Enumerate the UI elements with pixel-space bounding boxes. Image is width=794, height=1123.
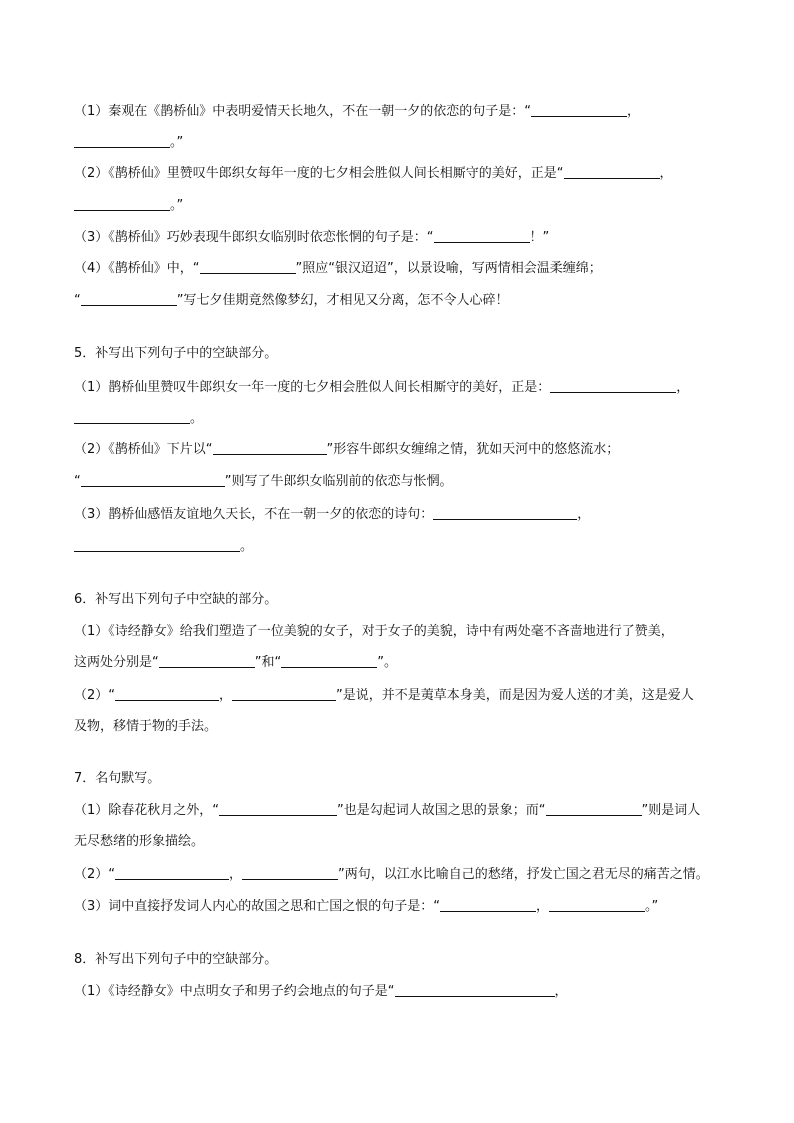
q5-item3-comma: ， <box>577 507 591 522</box>
q7-item3-text: （3）词中直接抒发词人内心的故国之思和亡国之恨的句子是：“ <box>74 899 441 914</box>
q5-title: 5．补写出下列句子中的空缺部分。 <box>74 346 278 361</box>
q5-item2-text: （2）《鹊桥仙》下片以“ <box>74 442 213 457</box>
q5-item1-comma: ， <box>676 380 690 395</box>
answer-blank[interactable] <box>74 196 170 211</box>
q4-item4-quote: “ <box>74 293 81 308</box>
q4-item2 <box>74 164 724 184</box>
q6-item2-comma: ， <box>219 688 233 703</box>
q4-item4 <box>74 259 724 279</box>
q7-item2-text: ”两句，以江水比喻自己的愁绪，抒发亡国之君无尽的痛苦之情。 <box>338 867 709 882</box>
q7-item2 <box>74 865 724 885</box>
answer-blank[interactable] <box>242 865 338 880</box>
q7-item1 <box>74 801 724 821</box>
q7-item1-mid: ”也是勾起词人故国之思的景象；而“ <box>337 803 546 818</box>
answer-blank[interactable] <box>546 801 642 816</box>
q8-item1-text: （1）《诗经静女》中点明女子和男子约会地点的句子是“ <box>74 984 395 999</box>
q4-item2-comma: ， <box>659 166 673 181</box>
q4-item2-end: 。” <box>170 198 184 213</box>
answer-blank[interactable] <box>564 164 660 179</box>
q7-item3-end: 。” <box>645 899 659 914</box>
q4-item2-cont <box>74 196 724 216</box>
q7-item2-comma: ， <box>229 867 243 882</box>
answer-blank[interactable] <box>74 537 240 552</box>
q6-item1 <box>74 622 724 642</box>
q4-item3-end: ！” <box>529 230 550 245</box>
q7-item1-lead: （1）除春花秋月之外，“ <box>74 803 220 818</box>
q6-item1-lead: 这两处分别是“ <box>74 655 159 670</box>
q6-title: 6．补写出下列句子中空缺的部分。 <box>74 592 278 607</box>
q5-item1-end: 。 <box>190 411 204 426</box>
q5-item2-mid: ”形容牛郎织女缠绵之情，犹如天河中的悠悠流水； <box>326 442 620 457</box>
q7-item3 <box>74 897 724 917</box>
q5-item2 <box>74 440 724 460</box>
answer-blank[interactable] <box>159 653 255 668</box>
q5-item2-quote: “ <box>74 474 81 489</box>
q4-item3-text: （3）《鹊桥仙》巧妙表现牛郎织女临别时依恋怅惘的句子是：“ <box>74 230 434 245</box>
answer-blank[interactable] <box>81 472 225 487</box>
q8-item1-comma: ， <box>554 984 568 999</box>
answer-blank[interactable] <box>550 378 676 393</box>
q4-item2-text: （2）《鹊桥仙》里赞叹牛郎织女每年一度的七夕相会胜似人间长相厮守的美好，正是“ <box>74 166 564 181</box>
q4-item4-mid: ”照应“银汉迢迢”，以景设喻，写两情相会温柔缠绵； <box>295 261 602 276</box>
q4-item1-end: 。” <box>170 135 184 150</box>
answer-blank[interactable] <box>433 505 577 520</box>
answer-blank[interactable] <box>219 801 337 816</box>
q7-item2-lead: （2）“ <box>74 867 116 882</box>
q6-item1-and: ”和“ <box>254 655 282 670</box>
q4-item4-text: （4）《鹊桥仙》中，“ <box>74 261 200 276</box>
answer-blank[interactable] <box>281 653 377 668</box>
q8-item1 <box>74 982 724 1002</box>
q6-item1-text: （1）《诗经静女》给我们塑造了一位美貌的女子，对于女子的美貌，诗中有两处毫不吝啬地进行了赞美， <box>74 624 674 639</box>
answer-blank[interactable] <box>232 686 336 701</box>
q6-item2-cont: 及物，移情于物的手法。 <box>74 719 218 734</box>
q6-item2 <box>74 686 724 706</box>
q7-title: 7．名句默写。 <box>74 771 161 786</box>
answer-blank[interactable] <box>213 440 327 455</box>
answer-blank[interactable] <box>74 409 190 424</box>
q4-item4-cont <box>74 291 724 311</box>
answer-blank[interactable] <box>115 686 219 701</box>
q7-item3-comma: ， <box>536 899 550 914</box>
q5-item3-end: 。 <box>240 539 254 554</box>
answer-blank[interactable] <box>531 102 627 117</box>
q7-item1-tail: ”则是词人 <box>641 803 701 818</box>
q6-item2-lead: （2）“ <box>74 688 116 703</box>
q4-item1 <box>74 102 724 122</box>
q5-item2-cont <box>74 472 724 492</box>
q4-item1-text: （1）秦观在《鹊桥仙》中表明爱情天长地久，不在一朝一夕的依恋的句子是：“ <box>74 104 532 119</box>
answer-blank[interactable] <box>395 982 555 997</box>
q5-item1 <box>74 378 724 398</box>
q7-item1-cont: 无尽愁绪的形象描绘。 <box>74 834 205 849</box>
q6-item1-cont <box>74 653 724 673</box>
q4-item1-comma: ， <box>627 104 641 119</box>
q4-item1-cont <box>74 133 724 153</box>
q5-item3-cont <box>74 537 724 557</box>
q5-item1-text: （1）鹊桥仙里赞叹牛郎织女一年一度的七夕相会胜似人间长相厮守的美好，正是： <box>74 380 551 395</box>
answer-blank[interactable] <box>549 897 645 912</box>
answer-blank[interactable] <box>81 291 177 306</box>
q5-item2-end: ”则写了牛郎织女临别前的依恋与怅惘。 <box>224 474 453 489</box>
q8-title: 8．补写出下列句子中的空缺部分。 <box>74 952 278 967</box>
q5-item3-text: （3）鹊桥仙感悟友谊地久天长，不在一朝一夕的依恋的诗句： <box>74 507 434 522</box>
answer-blank[interactable] <box>115 865 229 880</box>
q5-item3 <box>74 505 724 525</box>
answer-blank[interactable] <box>440 897 536 912</box>
q4-item4-end: ”写七夕佳期竟然像梦幻，才相见又分离，怎不令人心碎！ <box>176 293 509 308</box>
q4-item3 <box>74 228 724 248</box>
answer-blank[interactable] <box>434 228 530 243</box>
q5-item1-cont <box>74 409 724 429</box>
answer-blank[interactable] <box>200 259 296 274</box>
q6-item2-text: ”是说，并不是荑草本身美，而是因为爱人送的才美，这是爱人 <box>336 688 694 703</box>
q6-item1-end: ”。 <box>377 655 397 670</box>
answer-blank[interactable] <box>74 133 170 148</box>
